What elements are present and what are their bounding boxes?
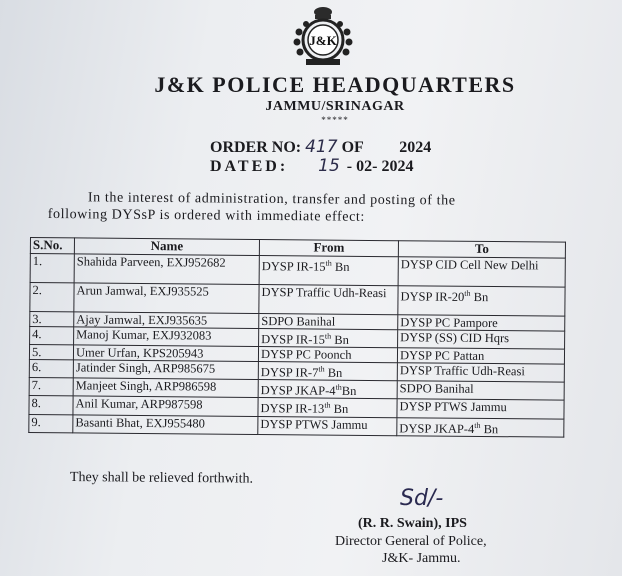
row-to: DYSP IR-20th Bn — [398, 286, 565, 316]
emblem-text: J&K — [309, 33, 337, 48]
order-number-line — [210, 137, 431, 157]
row-name: Arun Jamwal, EXJ935525 — [74, 283, 259, 314]
order-day: 15 — [318, 156, 340, 176]
table-row — [29, 414, 564, 437]
order-month-year: - 02- 2024 — [346, 158, 414, 175]
signature-mark: Sd/- — [400, 486, 444, 511]
row-sno: 3. — [30, 312, 74, 327]
row-from: DYSP PC Poonch — [258, 347, 397, 363]
row-sno: 2. — [30, 283, 74, 312]
row-from: DYSP JKAP-4thBn — [258, 380, 397, 399]
header-sno: S.No. — [30, 238, 74, 254]
jk-police-emblem-icon — [288, 2, 358, 70]
header-name: Name — [74, 238, 259, 256]
headquarters-title: J&K POLICE HEADQUARTERS — [154, 72, 516, 97]
row-from: DYSP IR-15th Bn — [259, 328, 398, 347]
dated-label: DATED: — [210, 158, 289, 175]
signatory-name: (R. R. Swain), IPS — [358, 516, 467, 531]
order-year: 2024 — [399, 139, 432, 156]
row-to: DYSP PTWS Jammu — [397, 399, 564, 419]
row-sno: 1. — [30, 254, 74, 283]
intro-paragraph — [48, 189, 558, 227]
row-to: DYSP (SS) CID Hqrs — [398, 330, 565, 350]
row-to: DYSP PC Pattan — [397, 348, 564, 364]
order-label: ORDER NO: — [210, 139, 302, 156]
row-sno: 5. — [29, 345, 73, 360]
table-row — [30, 283, 565, 317]
signatory-designation: Director General of Police, — [335, 534, 487, 549]
header-stars: ***** — [321, 115, 349, 125]
intro-line-2: following DYSsP is ordered with immediate effect: — [47, 206, 365, 225]
row-to: DYSP Traffic Udh-Reasi — [397, 363, 564, 383]
row-name: Jatinder Singh, ARP985675 — [73, 360, 258, 380]
row-to: DYSP JKAP-4th Bn — [397, 417, 564, 437]
order-date-line — [210, 156, 413, 176]
table-row — [30, 254, 565, 288]
row-from: DYSP IR-7th Bn — [258, 362, 397, 381]
order-of-label: OF — [341, 139, 364, 156]
closing-statement: They shall be relieved forthwith. — [69, 470, 254, 487]
row-name: Shahida Parveen, EXJ952682 — [74, 254, 259, 285]
signatory-place: J&K- Jammu. — [382, 551, 461, 566]
header-from: From — [259, 240, 398, 257]
headquarters-subtitle: JAMMU/SRINAGAR — [265, 99, 405, 114]
intro-line-1: In the interest of administration, transfer and posting of the — [87, 190, 456, 209]
row-name: Anil Kumar, ARP987598 — [73, 396, 258, 416]
row-to: DYSP CID Cell New Delhi — [398, 257, 565, 287]
row-to: SDPO Banihal — [397, 381, 564, 401]
row-name: Manjeet Singh, ARP986598 — [73, 378, 258, 398]
row-name: Ajay Jamwal, EXJ935635 — [74, 312, 259, 329]
row-name: Umer Urfan, KPS205943 — [73, 345, 258, 362]
row-to: DYSP PC Pampore — [398, 315, 565, 331]
header-to: To — [398, 241, 565, 258]
row-from: DYSP Traffic Udh-Reasi — [259, 285, 398, 315]
order-number: 417 — [305, 137, 338, 157]
row-sno: 6. — [29, 360, 73, 379]
row-name: Manoj Kumar, EXJ932083 — [74, 327, 259, 347]
row-from: DYSP IR-13th Bn — [258, 398, 397, 417]
transfer-table — [28, 237, 566, 437]
row-sno: 8. — [29, 396, 73, 415]
row-from: DYSP IR-15th Bn — [259, 256, 398, 286]
row-sno: 7. — [29, 378, 73, 397]
row-sno: 9. — [29, 414, 73, 433]
row-from: DYSP PTWS Jammu — [258, 416, 397, 435]
row-from: SDPO Banihal — [259, 313, 398, 329]
row-sno: 4. — [30, 327, 74, 346]
row-name: Basanti Bhat, EXJ955480 — [73, 415, 258, 435]
